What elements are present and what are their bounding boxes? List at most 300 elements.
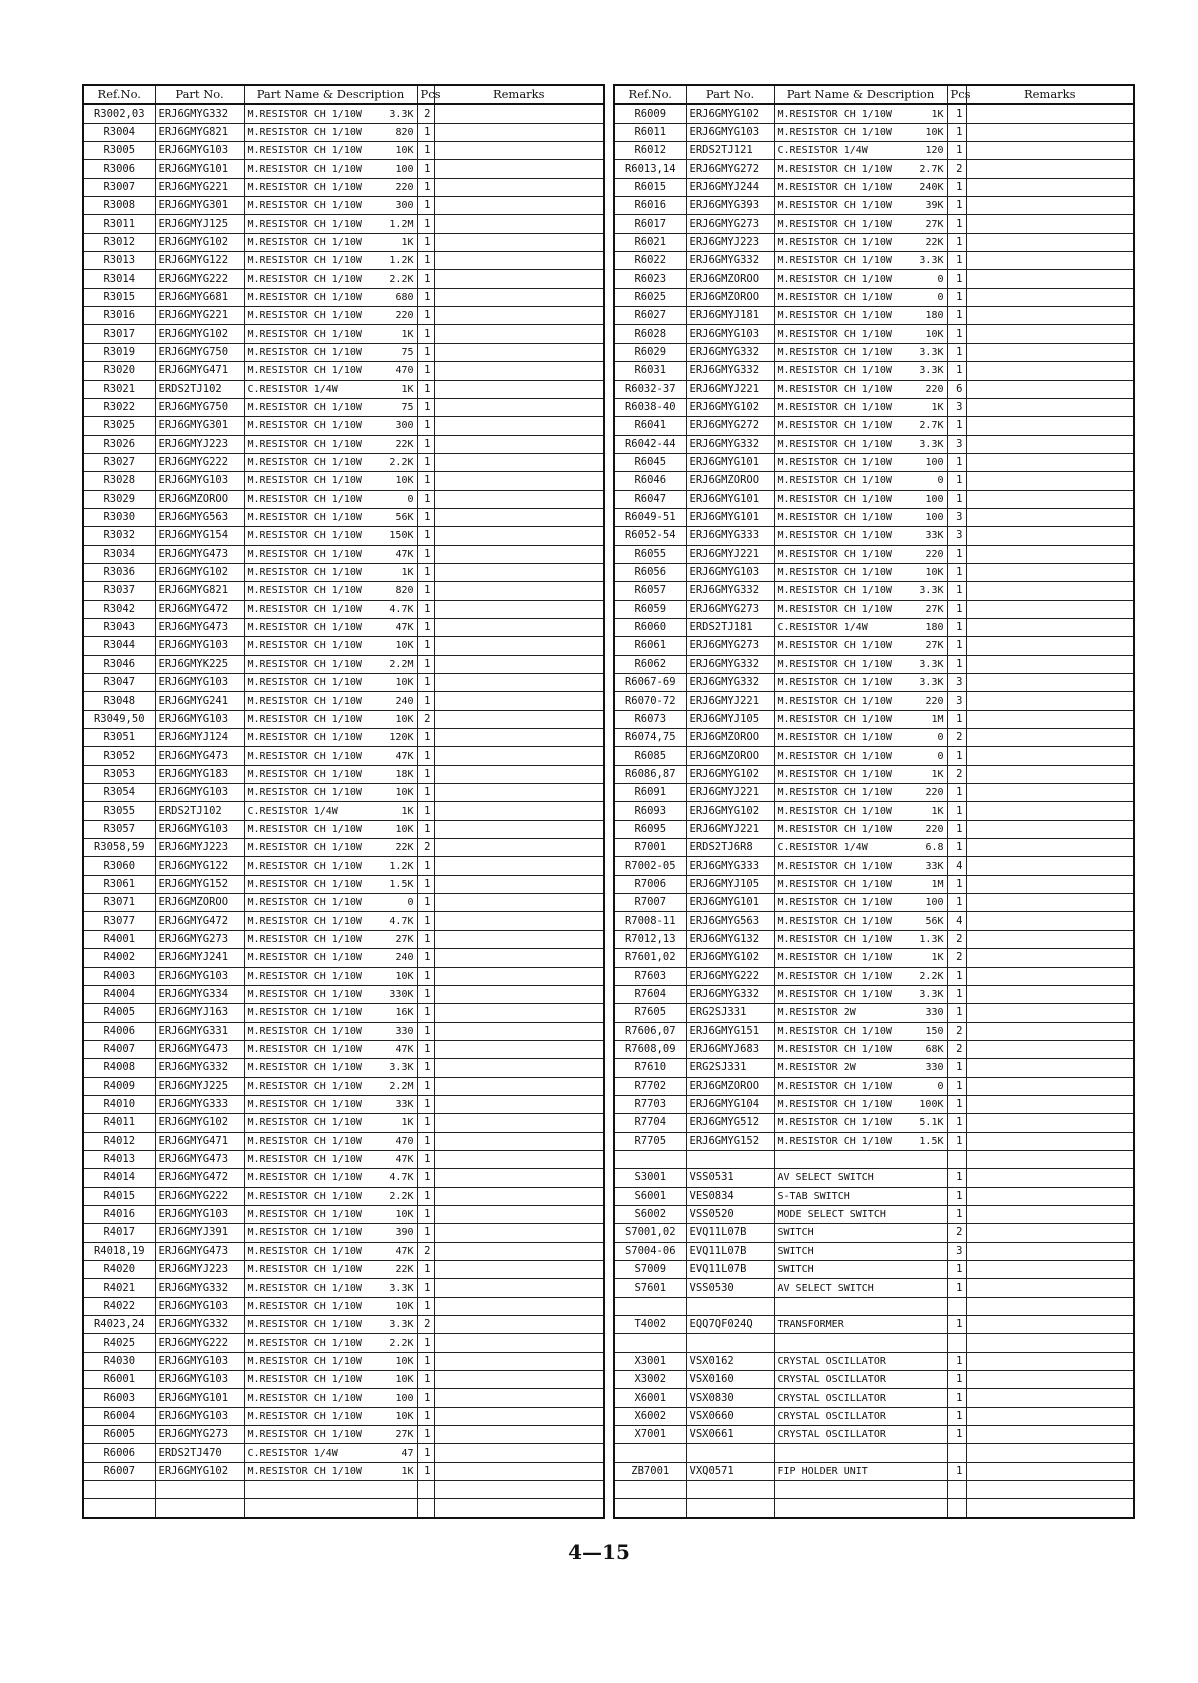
table-row (614, 1205, 1134, 1223)
value-text: 1K (401, 383, 414, 395)
description-cell (774, 930, 947, 948)
pcs-cell: 1 (417, 1169, 434, 1187)
pcs-cell: 1 (947, 875, 966, 893)
pcs-cell: 1 (417, 784, 434, 802)
part-no-cell: ERJ6GMYG101 (686, 508, 774, 526)
table-row (614, 215, 1134, 233)
description-cell (774, 1095, 947, 1113)
table-row (614, 637, 1134, 655)
pcs-cell: 3 (947, 435, 966, 453)
description-cell (774, 857, 947, 875)
part-no-cell: ERJ6GMYG331 (155, 1022, 244, 1040)
description-cell (244, 1371, 417, 1389)
remarks-cell (966, 325, 1134, 343)
part-no-cell: ERJ6GMYG102 (155, 563, 244, 581)
value-text: 27K (395, 1429, 414, 1441)
pcs-cell: 2 (947, 949, 966, 967)
description-cell (774, 1481, 947, 1499)
part-name-text: M.RESISTOR CH 1/10W (777, 603, 892, 615)
remarks-cell (966, 1187, 1134, 1205)
value-text: 3.3K (389, 1062, 414, 1074)
remarks-cell (434, 252, 604, 270)
remarks-cell (966, 104, 1134, 123)
part-no-cell: ERJ6GMYG103 (155, 472, 244, 490)
part-no-cell: ERJ6GMZOROO (686, 288, 774, 306)
ref-no-cell: R3061 (83, 875, 155, 893)
description-cell (774, 1352, 947, 1370)
part-name-text: M.RESISTOR CH 1/10W (777, 530, 892, 542)
value-text: 75 (401, 402, 414, 414)
pcs-cell: 2 (947, 765, 966, 783)
pcs-cell: 1 (417, 472, 434, 490)
table-row (614, 747, 1134, 765)
ref-no-cell: R3015 (83, 288, 155, 306)
ref-no-cell: R7704 (614, 1114, 686, 1132)
part-no-cell: ERJ6GMYG473 (155, 545, 244, 563)
description-cell (244, 1297, 417, 1315)
value-text: 1K (401, 1465, 414, 1477)
remarks-cell (966, 582, 1134, 600)
description-cell (774, 1334, 947, 1352)
value-text: 1.2K (389, 860, 414, 872)
pcs-cell: 1 (947, 1371, 966, 1389)
ref-no-cell: R4004 (83, 985, 155, 1003)
part-name-text: MODE SELECT SWITCH (777, 1209, 886, 1221)
ref-no-cell: S7001,02 (614, 1224, 686, 1242)
part-name-text: M.RESISTOR 2W (777, 1062, 856, 1074)
value-text: 47K (395, 548, 414, 560)
ref-no-cell: R3052 (83, 747, 155, 765)
pcs-cell: 1 (947, 545, 966, 563)
part-no-cell: VSX0830 (686, 1389, 774, 1407)
pcs-cell: 1 (417, 1352, 434, 1370)
description-cell (774, 674, 947, 692)
part-name-text: M.RESISTOR CH 1/10W (777, 915, 892, 927)
part-no-cell: ERJ6GMYG332 (155, 1316, 244, 1334)
part-no-cell: ERJ6GMYG102 (155, 1462, 244, 1480)
remarks-cell (966, 655, 1134, 673)
table-row (614, 1242, 1134, 1260)
table-row (614, 1022, 1134, 1040)
description-cell (774, 527, 947, 545)
description-cell (774, 1004, 947, 1022)
table-row (614, 252, 1134, 270)
part-name-text: M.RESISTOR CH 1/10W (777, 291, 892, 303)
description-cell (774, 215, 947, 233)
remarks-cell (966, 1462, 1134, 1480)
ref-no-cell: R6062 (614, 655, 686, 673)
remarks-cell (966, 545, 1134, 563)
part-name-text: M.RESISTOR CH 1/10W (247, 1190, 362, 1202)
part-name-text: M.RESISTOR CH 1/10W (247, 457, 362, 469)
description-cell (244, 985, 417, 1003)
pcs-cell: 1 (947, 123, 966, 141)
value-text: 3.3K (919, 677, 944, 689)
remarks-cell (434, 1481, 604, 1499)
ref-no-cell (614, 1444, 686, 1462)
part-no-cell: ERJ6GMYJ683 (686, 1040, 774, 1058)
value-text: 39K (925, 200, 944, 212)
table-row (83, 949, 604, 967)
ref-no-cell: R4016 (83, 1205, 155, 1223)
description-cell (774, 362, 947, 380)
ref-no-cell: R7001 (614, 839, 686, 857)
part-name-text: CRYSTAL OSCILLATOR (777, 1374, 886, 1386)
table-row (83, 472, 604, 490)
remarks-cell (966, 178, 1134, 196)
part-no-cell: ERJ6GMYG472 (155, 912, 244, 930)
remarks-cell (966, 1224, 1134, 1242)
ref-no-cell: R4012 (83, 1132, 155, 1150)
table-row (83, 1187, 604, 1205)
description-cell (244, 1352, 417, 1370)
part-name-text: M.RESISTOR CH 1/10W (247, 585, 362, 597)
remarks-cell (966, 875, 1134, 893)
table-header (614, 85, 1134, 104)
table-row (83, 729, 604, 747)
pcs-cell: 1 (417, 618, 434, 636)
part-name-text: M.RESISTOR CH 1/10W (777, 1099, 892, 1111)
remarks-cell (966, 729, 1134, 747)
part-no-cell: ERJ6GMYJ181 (686, 307, 774, 325)
part-name-text: M.RESISTOR CH 1/10W (247, 1209, 362, 1221)
description-cell (244, 618, 417, 636)
remarks-cell (434, 1150, 604, 1168)
part-no-cell: VSX0661 (686, 1426, 774, 1444)
table-row (614, 600, 1134, 618)
description-cell (774, 839, 947, 857)
part-name-text: M.RESISTOR CH 1/10W (247, 1044, 362, 1056)
description-cell (244, 545, 417, 563)
remarks-cell (966, 288, 1134, 306)
pcs-cell: 3 (947, 692, 966, 710)
pcs-cell: 1 (947, 820, 966, 838)
description-cell (244, 1334, 417, 1352)
table-row (614, 582, 1134, 600)
part-name-text: CRYSTAL OSCILLATOR (777, 1355, 886, 1367)
ref-no-cell: R4007 (83, 1040, 155, 1058)
table-row (83, 1371, 604, 1389)
pcs-cell: 1 (417, 453, 434, 471)
part-name-text: M.RESISTOR CH 1/10W (247, 750, 362, 762)
part-no-cell: ERJ6GMYJ221 (686, 380, 774, 398)
part-name-text: M.RESISTOR CH 1/10W (247, 658, 362, 670)
ref-no-cell: R4003 (83, 967, 155, 985)
remarks-cell (434, 435, 604, 453)
table-row (614, 1040, 1134, 1058)
part-no-cell: ERJ6GMYG273 (155, 1426, 244, 1444)
part-no-cell: ERJ6GMYJ221 (686, 692, 774, 710)
description-cell (774, 655, 947, 673)
remarks-cell (434, 527, 604, 545)
ref-no-cell: R3060 (83, 857, 155, 875)
part-no-cell: ERJ6GMYG332 (155, 1059, 244, 1077)
pcs-cell: 1 (417, 1004, 434, 1022)
remarks-cell (434, 453, 604, 471)
part-name-text: M.RESISTOR CH 1/10W (777, 768, 892, 780)
part-name-text: M.RESISTOR CH 1/10W (247, 1300, 362, 1312)
ref-no-cell: R6067-69 (614, 674, 686, 692)
value-text: 1K (401, 236, 414, 248)
table-row (83, 894, 604, 912)
part-name-text: C.RESISTOR 1/4W (777, 145, 868, 157)
ref-no-cell: R7007 (614, 894, 686, 912)
table-row (83, 380, 604, 398)
remarks-cell (966, 949, 1134, 967)
ref-no-cell: R6095 (614, 820, 686, 838)
description-cell (244, 1242, 417, 1260)
ref-no-cell: R4021 (83, 1279, 155, 1297)
ref-no-cell: R3046 (83, 655, 155, 673)
table-row (83, 912, 604, 930)
value-text: 3.3K (919, 365, 944, 377)
remarks-cell (434, 949, 604, 967)
pcs-cell: 1 (947, 784, 966, 802)
value-text: 10K (395, 1209, 414, 1221)
pcs-cell: 1 (417, 894, 434, 912)
table-row (614, 1077, 1134, 1095)
part-no-cell: ERJ6GMYG103 (155, 784, 244, 802)
value-text: 33K (925, 860, 944, 872)
pcs-cell: 1 (417, 582, 434, 600)
part-no-cell: ERJ6GMYJ223 (155, 435, 244, 453)
part-no-cell: EVQ11L07B (686, 1224, 774, 1242)
description-header: Part Name & Description (244, 85, 417, 104)
remarks-cell (966, 710, 1134, 728)
pcs-cell: 1 (417, 1297, 434, 1315)
table-row (83, 1316, 604, 1334)
pcs-cell: 1 (417, 288, 434, 306)
table-row (614, 1114, 1134, 1132)
part-no-cell: ERJ6GMYJ125 (155, 215, 244, 233)
description-cell (244, 784, 417, 802)
description-cell (244, 710, 417, 728)
remarks-cell (966, 765, 1134, 783)
table-row (614, 435, 1134, 453)
table-row (83, 710, 604, 728)
description-cell (244, 637, 417, 655)
part-name-text: M.RESISTOR CH 1/10W (247, 787, 362, 799)
part-name-text: M.RESISTOR CH 1/10W (777, 713, 892, 725)
part-name-text: M.RESISTOR CH 1/10W (777, 933, 892, 945)
part-name-text: M.RESISTOR CH 1/10W (777, 658, 892, 670)
pcs-cell: 1 (417, 655, 434, 673)
description-cell (244, 104, 417, 123)
pcs-cell: 2 (947, 1040, 966, 1058)
description-cell (244, 178, 417, 196)
parts-table-left (82, 84, 605, 1519)
description-cell (244, 343, 417, 361)
pcs-cell: 2 (947, 1022, 966, 1040)
part-name-text: M.RESISTOR CH 1/10W (777, 823, 892, 835)
value-text: 0 (937, 732, 944, 744)
remarks-cell (434, 1297, 604, 1315)
pcs-cell: 1 (947, 1261, 966, 1279)
pcs-cell: 1 (417, 674, 434, 692)
value-text: 10K (395, 970, 414, 982)
part-name-text: SWITCH (777, 1264, 814, 1276)
remarks-cell (434, 233, 604, 251)
table-row (614, 1389, 1134, 1407)
part-name-text: M.RESISTOR CH 1/10W (247, 1172, 362, 1184)
value-text: 10K (395, 1374, 414, 1386)
part-name-text: M.RESISTOR CH 1/10W (247, 842, 362, 854)
ref-no-cell: R4014 (83, 1169, 155, 1187)
value-text: 330 (925, 1062, 944, 1074)
description-cell (244, 1095, 417, 1113)
description-cell (774, 1059, 947, 1077)
remarks-cell (434, 912, 604, 930)
description-cell (774, 1077, 947, 1095)
description-cell (774, 1279, 947, 1297)
ref-no-cell: S7601 (614, 1279, 686, 1297)
description-cell (244, 142, 417, 160)
value-text: 1K (931, 768, 944, 780)
pcs-cell: 1 (947, 839, 966, 857)
part-no-cell: VES0834 (686, 1187, 774, 1205)
part-name-text: M.RESISTOR CH 1/10W (777, 438, 892, 450)
part-name-text: M.RESISTOR CH 1/10W (247, 420, 362, 432)
ref-no-cell: R3042 (83, 600, 155, 618)
table-row (614, 104, 1134, 123)
ref-no-cell: R3016 (83, 307, 155, 325)
ref-no-cell: R6003 (83, 1389, 155, 1407)
description-cell (774, 417, 947, 435)
description-cell (774, 435, 947, 453)
remarks-cell (966, 637, 1134, 655)
description-cell (774, 1224, 947, 1242)
remarks-cell (434, 710, 604, 728)
table-row (83, 985, 604, 1003)
table-row (614, 710, 1134, 728)
value-text: 330 (925, 1007, 944, 1019)
description-cell (774, 563, 947, 581)
table-row (83, 1205, 604, 1223)
value-text: 2.2K (919, 970, 944, 982)
remarks-cell (966, 1444, 1134, 1462)
description-cell (774, 637, 947, 655)
value-text: 2.2M (389, 1080, 414, 1092)
description-cell (774, 692, 947, 710)
table-row (614, 417, 1134, 435)
ref-no-cell: R3071 (83, 894, 155, 912)
pcs-cell: 1 (417, 545, 434, 563)
description-cell (774, 765, 947, 783)
description-cell (244, 1114, 417, 1132)
pcs-cell: 1 (417, 160, 434, 178)
part-name-text: M.RESISTOR CH 1/10W (777, 585, 892, 597)
remarks-cell (434, 380, 604, 398)
value-text: 27K (925, 640, 944, 652)
remarks-cell (966, 820, 1134, 838)
description-cell (774, 1242, 947, 1260)
ref-no-cell: R6091 (614, 784, 686, 802)
part-name-text: M.RESISTOR CH 1/10W (777, 787, 892, 799)
ref-no-cell: R6085 (614, 747, 686, 765)
table-row (614, 362, 1134, 380)
part-no-cell: ERJ6GMYG222 (686, 967, 774, 985)
pcs-cell: 1 (417, 490, 434, 508)
remarks-cell (966, 1077, 1134, 1095)
remarks-cell (434, 1187, 604, 1205)
remarks-cell (966, 1059, 1134, 1077)
table-row (83, 142, 604, 160)
table-row (83, 398, 604, 416)
part-name-text: M.RESISTOR CH 1/10W (247, 952, 362, 964)
remarks-cell (434, 123, 604, 141)
part-name-text: M.RESISTOR CH 1/10W (247, 1319, 362, 1331)
part-name-text: M.RESISTOR CH 1/10W (247, 1227, 362, 1239)
part-no-cell: ERJ6GMYG272 (686, 417, 774, 435)
pcs-cell: 1 (417, 930, 434, 948)
table-header (83, 85, 604, 104)
table-row (83, 1169, 604, 1187)
remarks-cell (966, 1261, 1134, 1279)
table-row (83, 1481, 604, 1499)
pcs-cell: 2 (417, 1242, 434, 1260)
value-text: 47K (395, 1245, 414, 1257)
remarks-cell (966, 747, 1134, 765)
value-text: 100K (919, 1099, 944, 1111)
part-name-text: M.RESISTOR CH 1/10W (247, 878, 362, 890)
ref-no-cell: R7605 (614, 1004, 686, 1022)
pcs-cell (947, 1297, 966, 1315)
part-name-text: M.RESISTOR CH 1/10W (247, 640, 362, 652)
part-no-cell: ERJ6GMYG473 (155, 1242, 244, 1260)
remarks-cell (434, 894, 604, 912)
pcs-cell: 6 (947, 380, 966, 398)
table-row (83, 655, 604, 673)
table-row (614, 1444, 1134, 1462)
part-no-cell: ERJ6GMYG104 (686, 1095, 774, 1113)
description-cell (774, 1462, 947, 1480)
value-text: 27K (395, 933, 414, 945)
pcs-cell: 1 (947, 472, 966, 490)
value-text: 2.7K (919, 420, 944, 432)
table-row (614, 1279, 1134, 1297)
pcs-cell (417, 1499, 434, 1518)
part-no-cell: ERJ6GMYJ221 (686, 545, 774, 563)
table-row (614, 1004, 1134, 1022)
pcs-cell: 1 (947, 1279, 966, 1297)
part-name-text: M.RESISTOR CH 1/10W (247, 1099, 362, 1111)
part-no-cell: ERJ6GMYJ105 (686, 875, 774, 893)
pcs-cell: 1 (947, 252, 966, 270)
value-text: 1K (931, 108, 944, 120)
pcs-cell: 1 (947, 197, 966, 215)
ref-no-cell: R4009 (83, 1077, 155, 1095)
description-cell (774, 1022, 947, 1040)
remarks-cell (966, 1371, 1134, 1389)
description-cell (774, 820, 947, 838)
pcs-cell (947, 1444, 966, 1462)
ref-no-cell: R3036 (83, 563, 155, 581)
description-cell (774, 178, 947, 196)
pcs-cell: 1 (947, 1462, 966, 1480)
pcs-cell: 1 (947, 600, 966, 618)
ref-no-cell: R4001 (83, 930, 155, 948)
table-row (83, 527, 604, 545)
table-row (614, 674, 1134, 692)
remarks-cell (434, 1095, 604, 1113)
table-row (614, 288, 1134, 306)
pcs-cell: 1 (947, 618, 966, 636)
pcs-cell: 1 (417, 307, 434, 325)
part-no-cell: ERJ6GMYG332 (686, 252, 774, 270)
value-text: 10K (395, 1300, 414, 1312)
pcs-cell: 1 (947, 1059, 966, 1077)
pcs-cell: 1 (947, 142, 966, 160)
